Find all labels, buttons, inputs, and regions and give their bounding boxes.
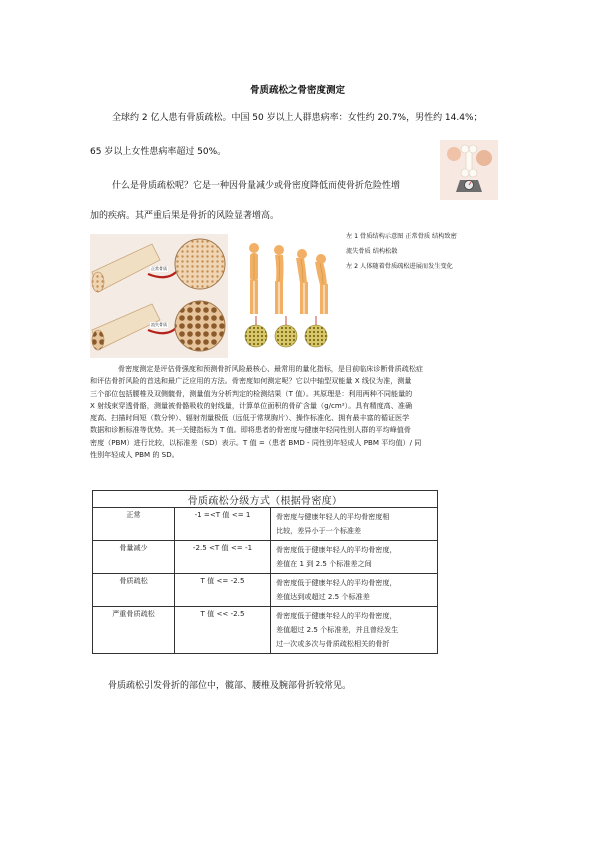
grade-cell: 骨质疏松 [93, 574, 175, 607]
intro-line-3: 什么是骨质疏松呢？它是一种因骨量减少或骨密度降低而使骨折危险性增 [112, 181, 401, 191]
body-line: 骨密度测定是评估骨强度和预测骨折风险最核心、最常用的量化指标，是目前临床诊断骨质疏松症 [118, 364, 424, 373]
caption-line-2: 流失骨质 结构松散 [346, 248, 398, 255]
table-caption: 骨质疏松分级方式（根据骨密度） [93, 491, 438, 508]
desc-line: 差值达到或超过 2.5 个标准差 [276, 592, 370, 601]
desc-cell [271, 541, 438, 574]
desc-line: 差值超过 2.5 个标准差，并且曾经发生 [276, 625, 399, 634]
grade-cell: 骨量减少 [93, 541, 175, 574]
page-title: 骨质疏松之骨密度测定 [249, 85, 345, 96]
range-cell: -1 =<T 值 <= 1 [175, 508, 271, 541]
desc-line: 骨密度低于健康年轻人的平均骨密度， [276, 545, 397, 554]
body-line: 度高、扫描时间短（数分钟）、辐射剂量极低（远低于常规胸片）、操作标准化、拥有最丰富的循证医学 [90, 413, 410, 422]
range-cell: T 值 << -2.5 [175, 607, 271, 654]
desc-line: 差值在 1 到 2.5 个标准差之间 [276, 559, 372, 568]
body-line: 和评估骨折风险的首选和最广泛应用的方法。骨密度如何测定呢？它以中轴型双能量 X 线仪为准，测量 [90, 376, 412, 386]
desc-line: 骨密度低于健康年轻人的平均骨密度， [276, 578, 397, 587]
body-line: 数据和诊断标准等优势。其一关键指标为 T 值。即将患者的骨密度与健康年轻同性别人群的平均峰值骨 [90, 425, 411, 435]
table-row [93, 508, 438, 541]
desc-cell [271, 607, 438, 654]
body-line: 密度（PBM）进行比较，以标准差（SD）表示。T 值 =（患者 BMD - 同性别年轻成人 PBM 平均值）/ 同 [90, 437, 422, 447]
desc-cell [271, 508, 438, 541]
intro-line-1: 全球约 2 亿人患有骨质疏松。中国 50 岁以上人群患病率：女性约 20.7%，男性约 14.4%； [112, 113, 483, 123]
table-row [93, 607, 438, 654]
table-row [93, 574, 438, 607]
desc-line: 骨密度与健康年轻人的平均骨密度相 [276, 512, 390, 521]
posture-progression-figure [240, 234, 334, 358]
body-line: X 射线束穿透骨骼，测量被骨骼吸收的射线量，计算单位面积的骨矿含量（g/cm²）。具有精度高、准确 [90, 400, 413, 410]
footer-text: 骨质疏松引发骨折的部位中，髋部、腰椎及腕部骨折较常见。 [108, 681, 352, 691]
range-cell: T 值 <= -2.5 [175, 574, 271, 607]
bmd-description [90, 363, 510, 461]
bone-structure-figure [90, 234, 228, 358]
label-lost-bone: 流失骨质 [151, 322, 167, 327]
label-normal-bone: 正常骨质 [151, 266, 167, 271]
bone-scale-illustration [440, 140, 498, 200]
table-row [93, 541, 438, 574]
grade-cell: 正常 [93, 508, 175, 541]
desc-line: 骨密度低于健康年轻人的平均骨密度， [276, 611, 397, 620]
osteoporosis-grading-table [92, 490, 438, 654]
desc-cell [271, 574, 438, 607]
body-line: 性别年轻成人 PBM 的 SD。 [90, 449, 179, 459]
range-cell: -2.5 <T 值 <= -1 [175, 541, 271, 574]
body-line: 三个部位包括腰椎及双侧髋骨，测量值为分析判定的检测结果（T 值）。其原理是：利用两种不同能量的 [90, 388, 413, 398]
caption-line-3: 左 2 人体随着骨质疏松进展而发生变化 [346, 263, 453, 270]
grade-cell: 严重骨质疏松 [93, 607, 175, 654]
desc-line: 比较，差异小于一个标准差 [276, 526, 362, 535]
caption-line-1: 左 1 骨质结构示意图 正常骨质 结构致密 [346, 233, 457, 240]
desc-line: 过一次或多次与骨质疏松相关的骨折 [276, 639, 390, 648]
intro-line-2: 65 岁以上女性患病率超过 50%。 [90, 147, 227, 157]
intro-line-4: 加的疾病。其严重后果是骨折的风险显著增高。 [90, 211, 280, 221]
